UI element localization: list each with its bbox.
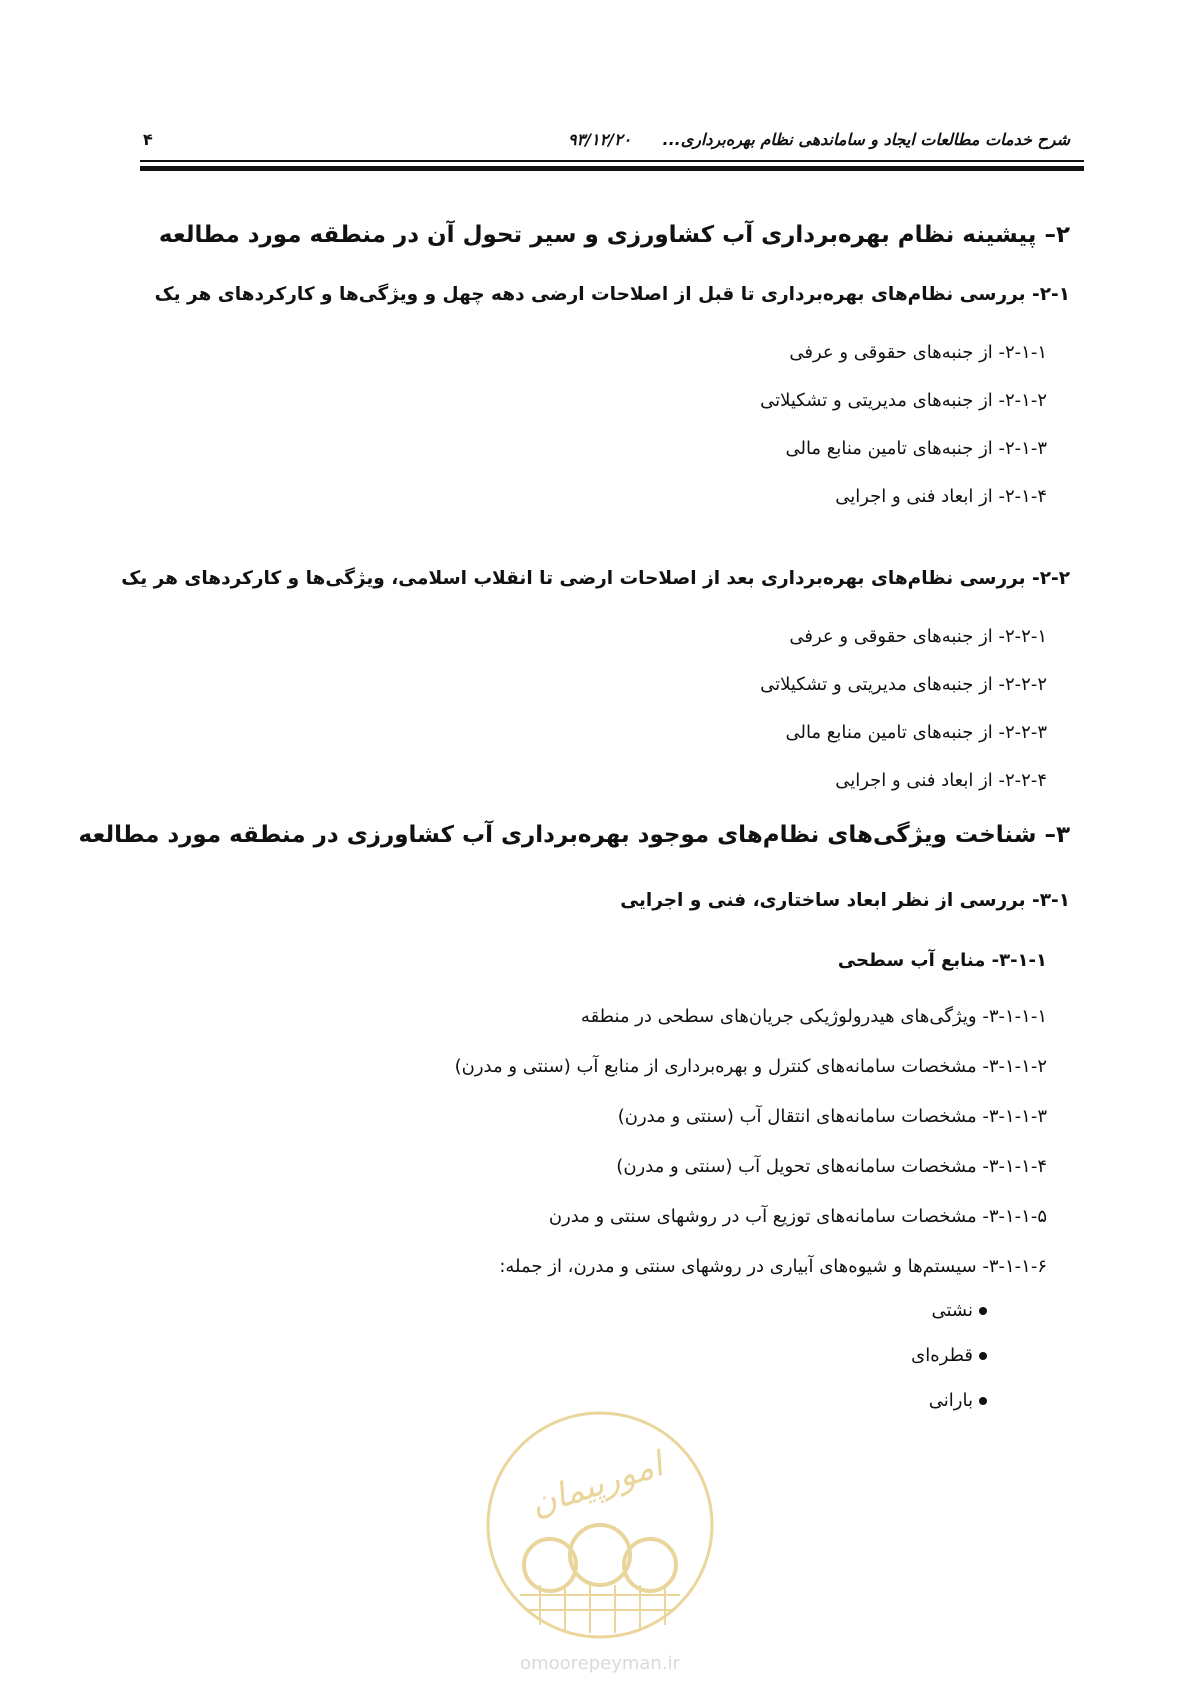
item-3-1-1-5: ۳-۱-۱-۵- مشخصات سامانه‌های توزیع آب در روشهای سنتی و مدرن <box>548 1206 1047 1227</box>
header-title: شرح خدمات مطالعات ایجاد و ساماندهی نظام بهره‌برداری... <box>662 130 1070 149</box>
item-3-1-1-6: ۳-۱-۱-۶- سیستم‌ها و شیوه‌های آبیاری در روشهای سنتی و مدرن، از جمله: <box>499 1256 1047 1277</box>
item-2-2-1: ۲-۲-۱- از جنبه‌های حقوقی و عرفی <box>789 626 1047 647</box>
bullet-text: بارانی <box>928 1390 973 1411</box>
item-2-1-1: ۲-۱-۱- از جنبه‌های حقوقی و عرفی <box>789 342 1047 363</box>
heading-section-3: ۳– شناخت ویژگی‌های نظام‌های موجود بهره‌برداری آب کشاورزی در منطقه مورد مطالعه <box>78 822 1070 848</box>
bullet-dot-icon <box>979 1352 987 1360</box>
heading-3-1-1: ۳-۱-۱- منابع آب سطحی <box>837 950 1047 971</box>
item-2-1-4: ۲-۱-۴- از ابعاد فنی و اجرایی <box>835 486 1047 507</box>
item-2-1-3: ۲-۱-۳- از جنبه‌های تامین منابع مالی <box>785 438 1047 459</box>
bullet-item <box>931 1300 987 1321</box>
item-3-1-1-1: ۳-۱-۱-۱- ویژگی‌های هیدرولوژیکی جریان‌های سطحی در منطقه <box>580 1006 1047 1027</box>
header-rule-thick <box>140 166 1084 171</box>
page-number: ۴ <box>143 130 153 149</box>
item-3-1-1-3: ۳-۱-۱-۳- مشخصات سامانه‌های انتقال آب (سنتی و مدرن) <box>617 1106 1047 1127</box>
item-2-2-4: ۲-۲-۴- از ابعاد فنی و اجرایی <box>835 770 1047 791</box>
item-3-1-1-4: ۳-۱-۱-۴- مشخصات سامانه‌های تحویل آب (سنتی و مدرن) <box>616 1156 1047 1177</box>
heading-2-2: ۲-۲- بررسی نظام‌های بهره‌برداری بعد از اصلاحات ارضی تا انقلاب اسلامی، ویژگی‌ها و کارکردهای هر یک <box>121 568 1070 589</box>
watermark <box>480 1405 720 1674</box>
bullet-item <box>929 1390 987 1411</box>
item-2-2-2: ۲-۲-۲- از جنبه‌های مدیریتی و تشکیلاتی <box>760 674 1047 695</box>
watermark-url: omoorepeyman.ir <box>520 1653 680 1674</box>
item-2-2-3: ۲-۲-۳- از جنبه‌های تامین منابع مالی <box>785 722 1047 743</box>
item-2-1-2: ۲-۱-۲- از جنبه‌های مدیریتی و تشکیلاتی <box>760 390 1047 411</box>
header-rule-thin <box>140 160 1084 162</box>
svg-text:امورپیمان: امورپیمان <box>525 1444 668 1525</box>
heading-section-2: ۲– پیشینه نظام بهره‌برداری آب کشاورزی و سیر تحول آن در منطقه مورد مطالعه <box>158 222 1070 248</box>
heading-3-1: ۳-۱- بررسی از نظر ابعاد ساختاری، فنی و اجرایی <box>620 890 1070 911</box>
watermark-logo-icon <box>480 1405 720 1645</box>
bullet-item <box>911 1345 987 1366</box>
bullet-dot-icon <box>979 1307 987 1315</box>
bullet-dot-icon <box>979 1397 987 1405</box>
bullet-text: قطره‌ای <box>911 1345 973 1366</box>
header-date: ۹۳/۱۲/۲۰ <box>568 130 632 149</box>
heading-2-1: ۲-۱- بررسی نظام‌های بهره‌برداری تا قبل از اصلاحات ارضی دهه چهل و ویژگی‌ها و کارکردهای هر یک <box>154 284 1070 305</box>
bullet-text: نشتی <box>931 1300 973 1321</box>
item-3-1-1-2: ۳-۱-۱-۲- مشخصات سامانه‌های کنترل و بهره‌برداری از منابع آب (سنتی و مدرن) <box>454 1056 1047 1077</box>
